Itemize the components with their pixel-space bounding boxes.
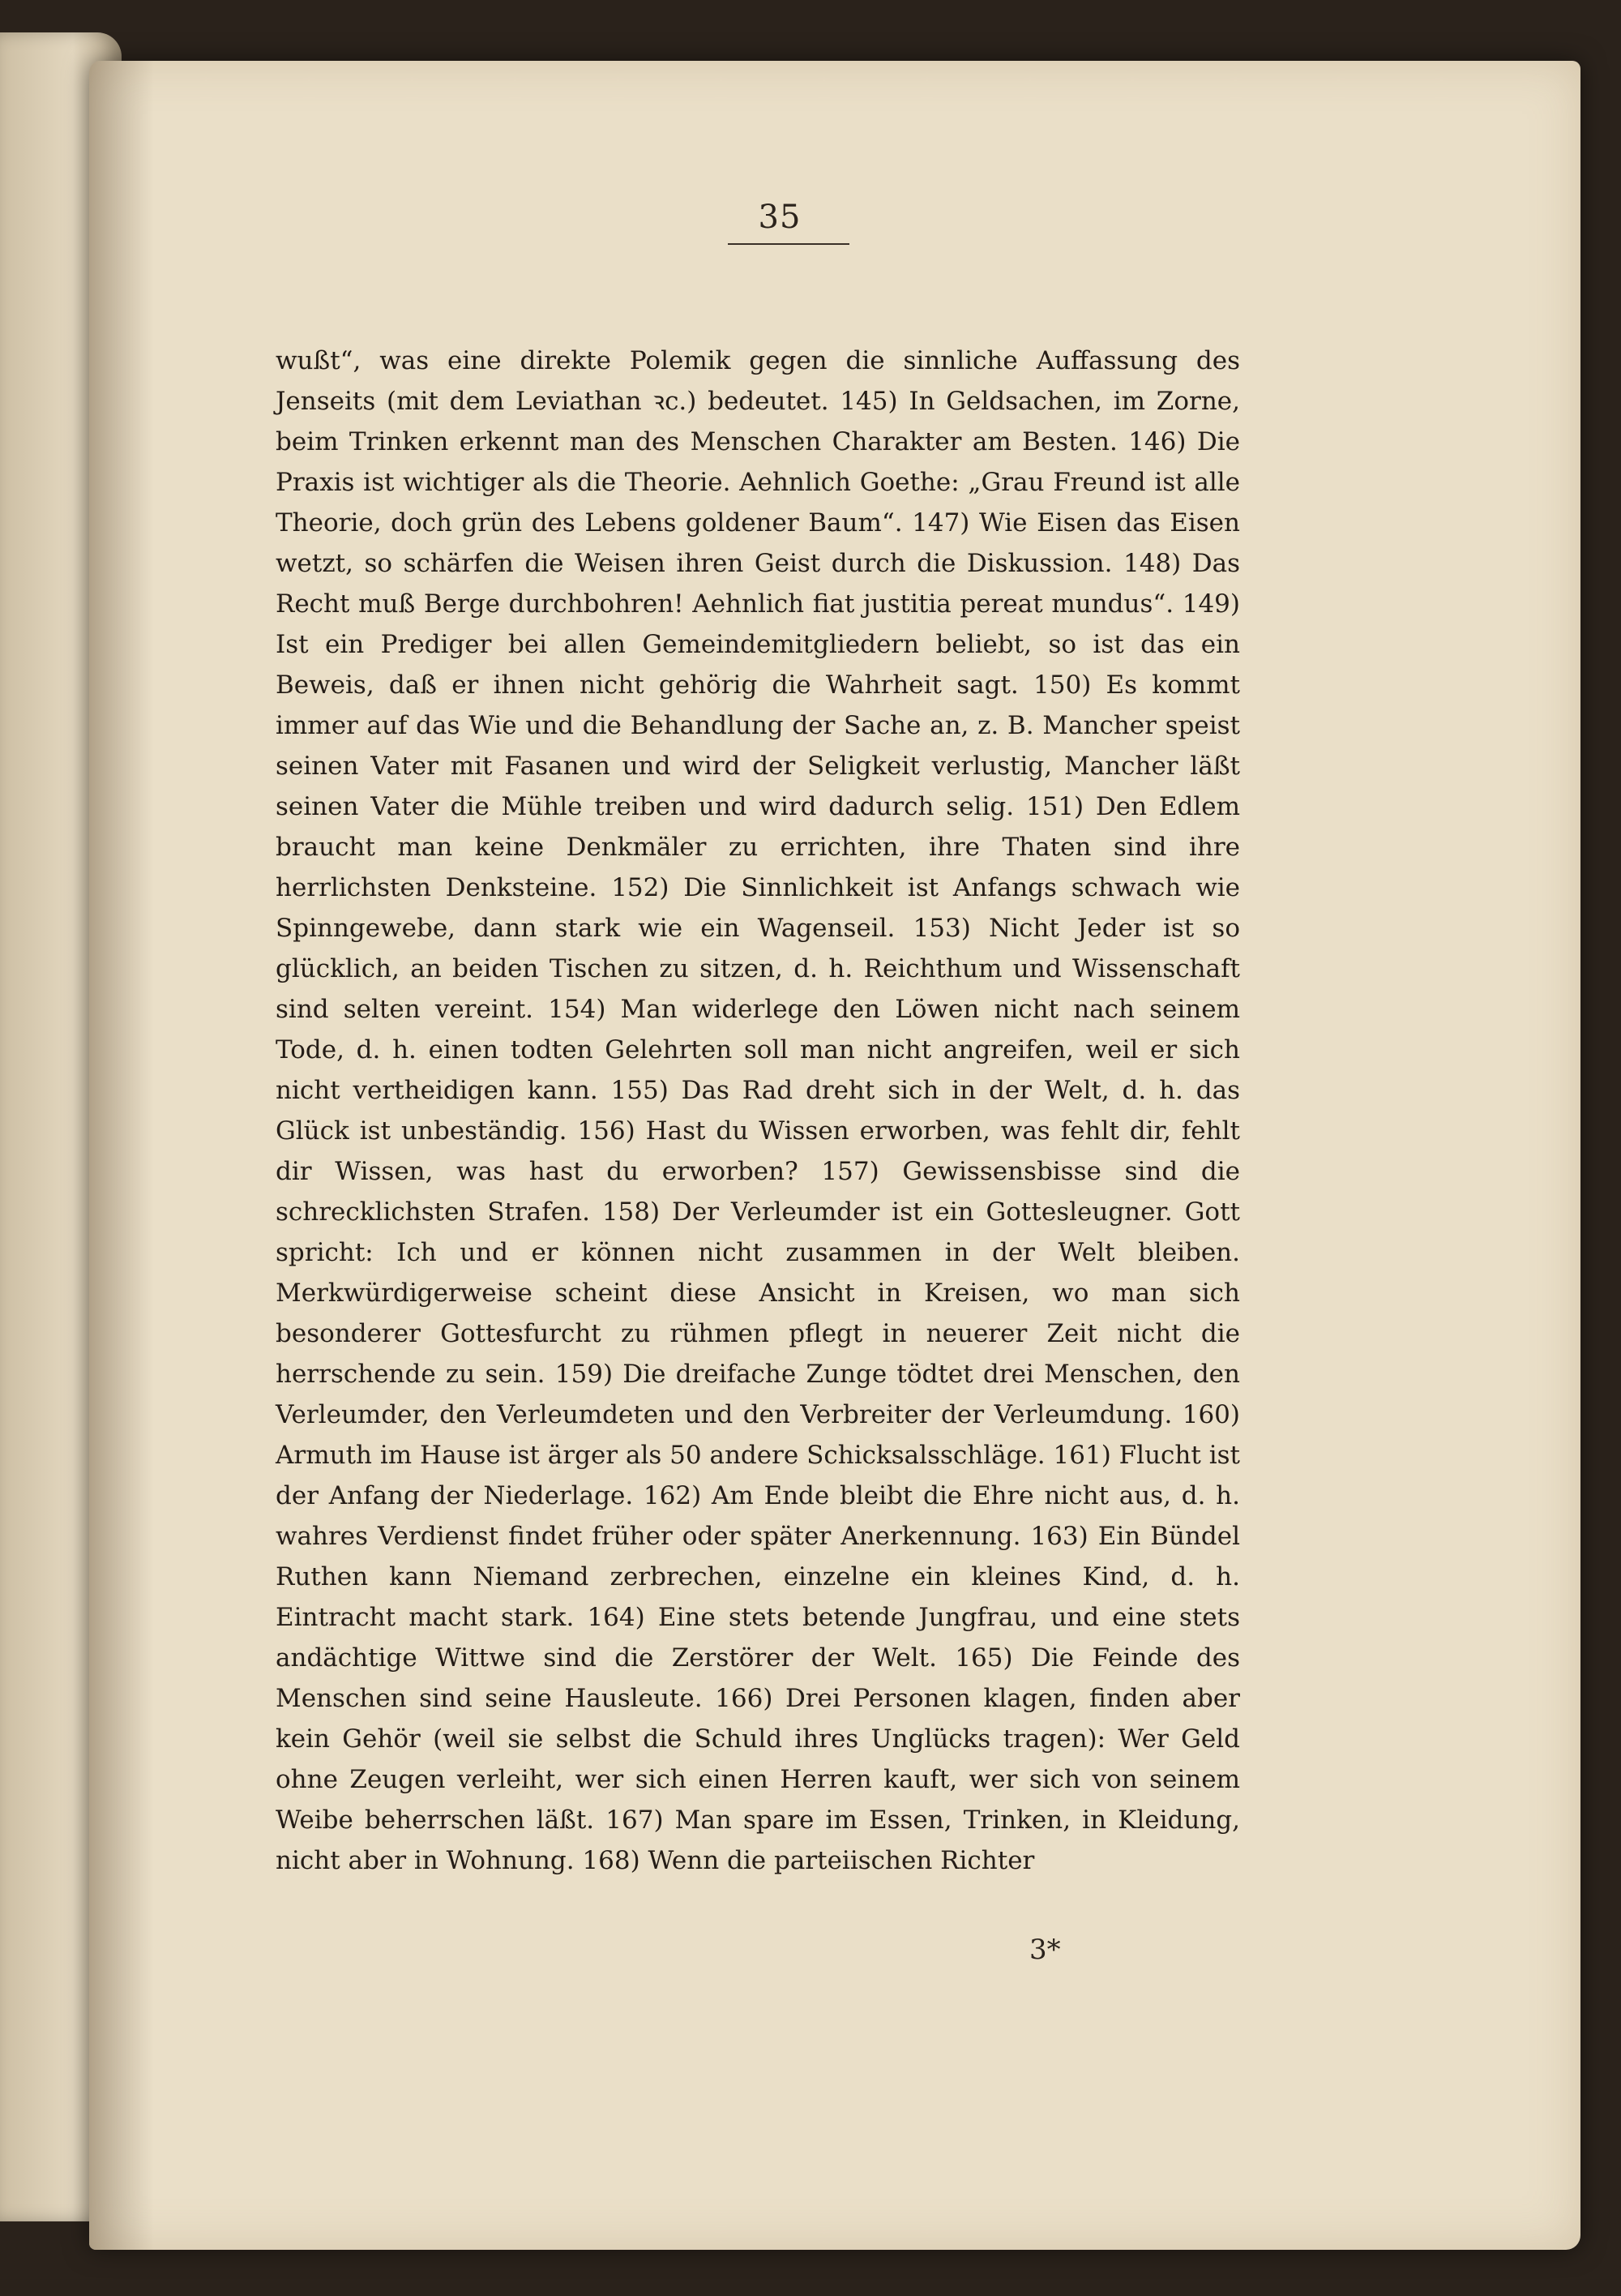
page-number: 35 bbox=[758, 199, 802, 236]
gutter-shadow bbox=[89, 61, 154, 2250]
header-rule bbox=[728, 243, 849, 245]
signature-mark: 3* bbox=[1029, 1934, 1061, 1966]
body-text: wußt“, was eine direkte Polemik gegen die sinnliche Auffassung des Jenseits (mit dem Leviathan ꝛc.) bedeutet. 145) In Geldsachen, im Zorne, beim Trinken erkennt man des Menschen Charakter am Besten. 146) Die Praxis ist wichtiger als die Theorie. Aehnlich Goethe: „Grau Freund ist alle Theorie, doch grün des Lebens goldener Baum“. 147) Wie Eisen das Eisen wetzt, so schärfen die Weisen ihren Geist durch die Diskussion. 148) Das Recht muß Berge durchbohren! Aehnlich fiat justitia pereat mundus“. 149) Ist ein Prediger bei allen Gemeindemitgliedern beliebt, so ist das ein Beweis, daß er ihnen nicht gehörig die Wahrheit sagt. 150) Es kommt immer auf das Wie und die Behandlung der Sache an, z. B. Mancher speist seinen Vater mit Fasanen und wird der Seligkeit verlustig, Mancher läßt seinen Vater die Mühle treiben und wird dadurch selig. 151) Den Edlem braucht man keine Denkmäler zu errichten, ihre Thaten sind ihre herrlichsten Denksteine. 152) Die Sinnlichkeit ist Anfangs schwach wie Spinngewebe, dann stark wie ein Wagenseil. 153) Nicht Jeder ist so glücklich, an beiden Tischen zu sitzen, d. h. Reichthum und Wissenschaft sind selten vereint. 154) Man widerlege den Löwen nicht nach seinem Tode, d. h. einen todten Gelehrten soll man nicht angreifen, weil er sich nicht vertheidigen kann. 155) Das Rad dreht sich in der Welt, d. h. das Glück ist unbeständig. 156) Hast du Wissen erworben, was fehlt dir, fehlt dir Wissen, was hast du erworben? 157) Gewissensbisse sind die schrecklichsten Strafen. 158) Der Verleumder ist ein Gottesleugner. Gott spricht: Ich und er können nicht zusammen in der Welt bleiben. Merkwürdigerweise scheint diese Ansicht in Kreisen, wo man sich besonderer Gottesfurcht zu rühmen pflegt in neuerer Zeit nicht die herrschende zu sein. 159) Die dreifache Zunge tödtet drei Menschen, den Verleumder, den Verleumdeten und den Verbreiter der Verleumdung. 160) Armuth im Hause ist ärger als 50 andere Schicksalsschläge. 161) Flucht ist der Anfang der Niederlage. 162) Am Ende bleibt die Ehre nicht aus, d. h. wahres Verdienst findet früher oder später Anerkennung. 163) Ein Bündel Ruthen kann Niemand zerbrechen, einzelne ein kleines Kind, d. h. Eintracht macht stark. 164) Eine stets betende Jungfrau, und eine stets andächtige Wittwe sind die Zerstörer der Welt. 165) Die Feinde des Menschen sind seine Hausleute. 166) Drei Personen klagen, finden aber kein Gehör (weil sie selbst die Schuld ihres Unglücks tragen): Wer Geld ohne Zeugen verleiht, wer sich einen Herren kauft, wer sich von seinem Weibe beherrschen läßt. 167) Man spare im Essen, Trinken, in Kleidung, nicht aber in Wohnung. 168) Wenn die parteiischen Richter bbox=[276, 346, 1240, 1875]
